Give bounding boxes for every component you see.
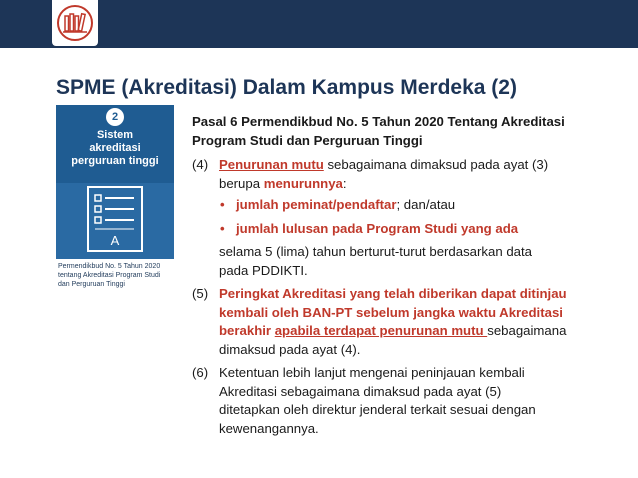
article-heading: Pasal 6 Permendikbud No. 5 Tahun 2020 Tentang Akreditasi Program Studi dan Perguruan Tinggi: [192, 114, 565, 148]
paragraph-4: (4) Penurunan mutu sebagaimana dimaksud pada ayat (3) berupa menurunnya: • jumlah peminat/pendaftar; dan/atau • jumlah lulusan pada Program Studi yang ada selama 5 (lima) tahun berturut-turut berdasarkan data pada PDDIKTI.: [192, 156, 622, 280]
card-regulation-note: Permendikbud No. 5 Tahun 2020 tentang Akreditasi Program Studi dan Perguruan Tinggi: [56, 259, 174, 292]
university-logo: [52, 0, 98, 46]
accreditation-system-card: [56, 105, 174, 292]
library-books-icon: [55, 3, 95, 43]
paragraph-6: (6) Ketentuan lebih lanjut mengenai peninjauan kembali Akreditasi sebagaimana dimaksud pada ayat (5) ditetapkan oleh direktur jenderal terkait sesuai dengan kewenangannya.: [192, 365, 536, 436]
bullet-icon: •: [220, 220, 225, 236]
card-number-badge: 2: [106, 108, 124, 126]
document-icon: [86, 185, 144, 255]
document-grade-letter: A: [110, 233, 120, 248]
paragraph-number: (6): [192, 365, 209, 380]
card-heading: Sistem akreditasi perguruan tinggi: [71, 129, 159, 167]
top-header-bar: [0, 0, 638, 48]
paragraph-5: (5) Peringkat Akreditasi yang telah diberikan dapat ditinjau kembali oleh BAN-PT sebelum jangka waktu Akreditasi berakhir apabila terdapat penurunan mutu sebagaimana dimaksud pada ayat (4).: [192, 286, 567, 357]
bullet-icon: •: [220, 197, 225, 212]
paragraph-number: (4): [192, 157, 209, 172]
article-content: [192, 113, 622, 443]
list-item: • jumlah lulusan pada Program Studi yang ada: [219, 220, 622, 239]
card-header: [56, 105, 174, 183]
list-item: • jumlah peminat/pendaftar; dan/atau: [219, 196, 622, 215]
slide-title: SPME (Akreditasi) Dalam Kampus Merdeka (2): [56, 76, 517, 99]
paragraph-number: (5): [192, 286, 209, 301]
